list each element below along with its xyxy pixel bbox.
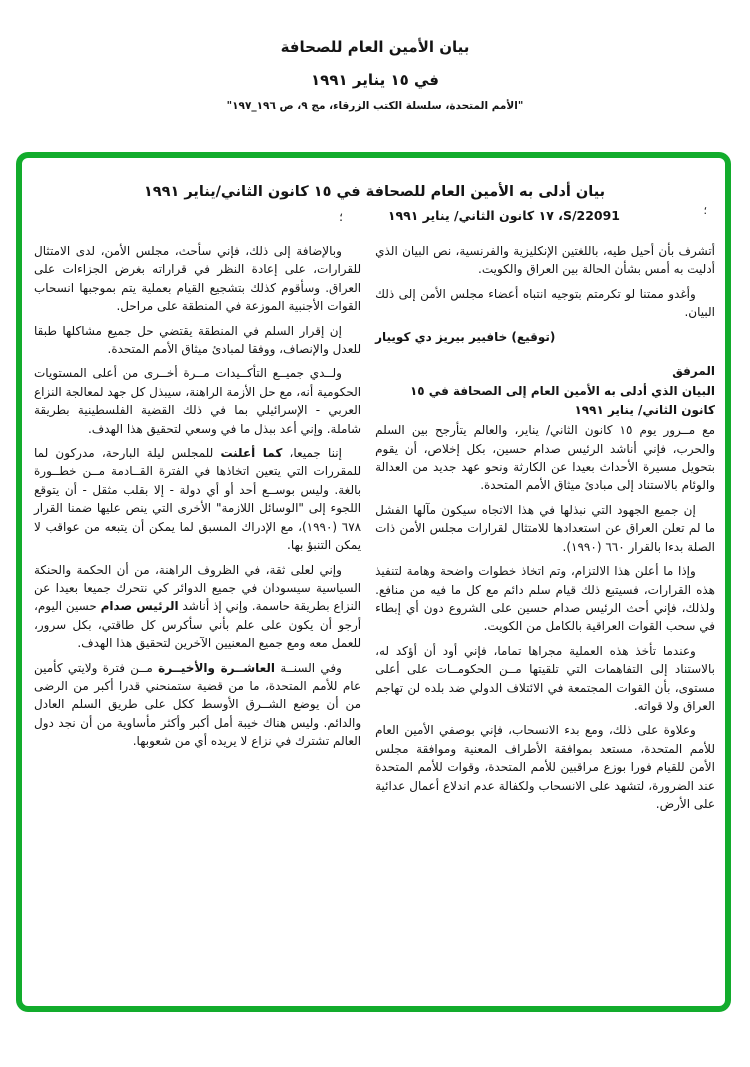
para-transmittal-2 [375, 285, 715, 322]
text-segment: وأغدو ممتنا لو تكرمتم بتوجيه انتباه أعضاء مجلس الأمن إلى ذلك البيان. [375, 286, 715, 320]
document-header [0, 38, 750, 112]
column-right [375, 242, 715, 819]
signature-line [375, 328, 715, 346]
text-segment: الرئيس صدام [100, 599, 179, 614]
cont-para-1 [34, 242, 361, 316]
text-segment: (توقيع) خافيير بيريز دي كوييار [375, 329, 556, 344]
text-segment: العاشــرة والأخيــرة [158, 660, 276, 675]
document-symbol: S/22091، ١٧ كانون الثاني/ يناير ١٩٩١ [387, 208, 620, 223]
two-column-text [34, 242, 715, 819]
annex-para-3 [375, 562, 715, 636]
text-segment: مع مــرور يوم ١٥ كانون الثاني/ يناير، والعالم يتأرجح بين السلم والحرب، فإني أناشد الرئيس صدام حسين، بكل إخلاص، أن يقوم بتحويل مسيرة الأحداث بعيدا عن الكارثة ونحو عهد جديد من العدالة والوئام بالاستناد إلى مبادئ ميثاق الأمم المتحدة. [375, 423, 715, 493]
cont-para-6 [34, 659, 361, 751]
header-title: بيان الأمين العام للصحافة [280, 38, 470, 56]
annex-label [375, 362, 715, 380]
text-segment: وفي السنــة [275, 660, 342, 675]
cont-para-3 [34, 364, 361, 438]
header-source-citation: "الأمم المتحدة، سلسلة الكتب الزرقاء، مج ٩، ص ١٩٦_١٩٧" [226, 100, 524, 112]
text-segment: إن جميع الجهود التي نبذلها في هذا الاتجاه سيكون مآلها الفشل ما لم تعلن العراق عن استعدادها للامتثال لقرارات مجلس الأمن ذات الصلة بدءا بالقرار ٦٦٠ (١٩٩٠). [375, 502, 715, 554]
stray-edge-mark: ؛ [703, 204, 707, 217]
cont-para-5 [34, 561, 361, 653]
annex-para-1 [375, 421, 715, 495]
text-segment: ولــدي جميــع التأكــيدات مــرة أخــرى من أعلى المستويات الحكومية أنه، مع حل الأزمة الراهنة، سيبذل كل جهد لمعالجة النزاع العربي - الإسرائيلي بما في ذلك القضية الفلسطينية بطريقة شاملة. وإني أعد ببذل ما في وسعي لتحقيق هذا الهدف. [34, 366, 362, 436]
cont-para-4 [34, 444, 361, 554]
text-segment: إننا جميعا، [282, 446, 342, 461]
annex-para-5 [375, 721, 715, 813]
text-segment: أتشرف بأن أحيل طيه، باللغتين الإنكليزية والفرنسية، نص البيان الذي أدليت به أمس بشأن الحالة بين العراق والكويت. [375, 244, 715, 277]
document-frame [16, 152, 731, 1012]
stray-mark: ؛ [339, 210, 343, 224]
text-segment: إن إقرار السلم في المنطقة يقتضي حل جميع مشاكلها طبقا للعدل والإنصاف، ووفقا لمبادئ ميثاق الأمم المتحدة. [34, 323, 362, 357]
cont-para-2 [34, 322, 361, 359]
text-segment: المرفق [672, 364, 715, 379]
text-segment: وإذا ما أعلن هذا الالتزام، وتم اتخاذ خطوات واضحة وهامة لتنفيذ هذه القرارات، فسيتبع ذلك قيام سلم دائم مع كل ما فيه من منافع. ولذلك، فإني أحث الرئيس صدام حسين على الشروع دون أي إبطاء في سحب القوات العراقية بالكامل من الكويت. [375, 564, 715, 634]
annex-para-2 [375, 501, 715, 556]
text-segment: للمجلس ليلة البارحة، مدركون لما للمقررات التي يتعين اتخاذها في الفترة القــادمة مــن خطــورة بالغة. وليس بوســع أحد أو أي دولة - إلا بقلب مثقل - أن يتوقع اللجوء إلى "الوسائل اللازمة" الأخرى التي ينص عليها ضمنا القرار ٦٧٨ (١٩٩٠)، مع الإدراك المسبق لما يمكن أن يتبعه من عواقب لا يمكن التنبؤ بها. [34, 446, 362, 553]
para-transmittal-1 [375, 242, 715, 279]
header-date: في ١٥ يناير ١٩٩١ [311, 71, 439, 89]
text-segment: وإني لعلى ثقة، في الظروف الراهنة، من أن الحكمة والحنكة السياسية سيسودان في جميع الدوائر كي نتحرك جميعا بعيدا عن النزاع بطريقة حاسمة. وإني إذ أناشد [34, 562, 362, 614]
annex-para-4 [375, 642, 715, 716]
text-segment: وبالإضافة إلى ذلك، فإني سأحث، مجلس الأمن، لدى الامتثال للقرارات، على إعادة النظر في قراراته بغرض الجزاءات على العراق. وسأقوم كذلك بتشجيع القيام بعملية يتم بموجبها انسحاب القوات الأجنبية الموزعة في المنطقة على مراحل. [34, 244, 362, 314]
text-segment: وعندما تأخذ هذه العملية مجراها تماما، فإني أود أن أؤكد له، بالاستناد إلى التفاهمات التي تلقيتها مــن الحكومــات على أعلى مستوى، بأن القوات المجتمعة في الائتلاف الدولي ضد بلده لن تهاجم العراق ولا قواته. [375, 643, 715, 713]
text-segment: كما أعلنت [220, 446, 283, 461]
text-segment: البيان الذي أدلى به الأمين العام إلى الصحافة في ١٥ كانون الثاني/ يناير ١٩٩١ [409, 384, 715, 417]
text-segment: وعلاوة على ذلك، ومع بدء الانسحاب، فإني بوصفي الأمين العام للأمم المتحدة، مستعد بموافقة الأطراف المعنية وموافقة مجلس الأمن للقيام فورا بوزع مراقبين للأمم المتحدة، وقوات للأمم المتحدة عند الضرورة، لتشهد على الانسحاب ولكفالة عدم اندلاع أعمال عدائية على الأرض. [375, 723, 715, 811]
text-segment: مــن فترة ولايتي كأمين عام للأمم المتحدة، ما من قضية ستمنحني قدرا أكبر من الرضى من أن يوضع الشــرق الأوسط ككل على طريق السلم العادل والدائم. وليس هناك خيبة أمل أكبر وأكثر مأساوية من أن نجد دول العالم تشترك في نزاع لا يريده أي من شعوبها. [34, 660, 362, 749]
statement-title: بيان أدلى به الأمين العام للصحافة في ١٥ كانون الثاني/يناير ١٩٩١ [143, 184, 606, 200]
column-left [34, 242, 361, 757]
text-segment: حسين اليوم، أرجو أن يكون على علم بأني سأكرس كل طاقتي، بكل سرور، للعمل معه ومع جميع المعنيين الآخرين لتحقيق هذا الهدف. [33, 599, 362, 651]
annex-title [375, 382, 715, 419]
document-reference-line [34, 204, 715, 232]
